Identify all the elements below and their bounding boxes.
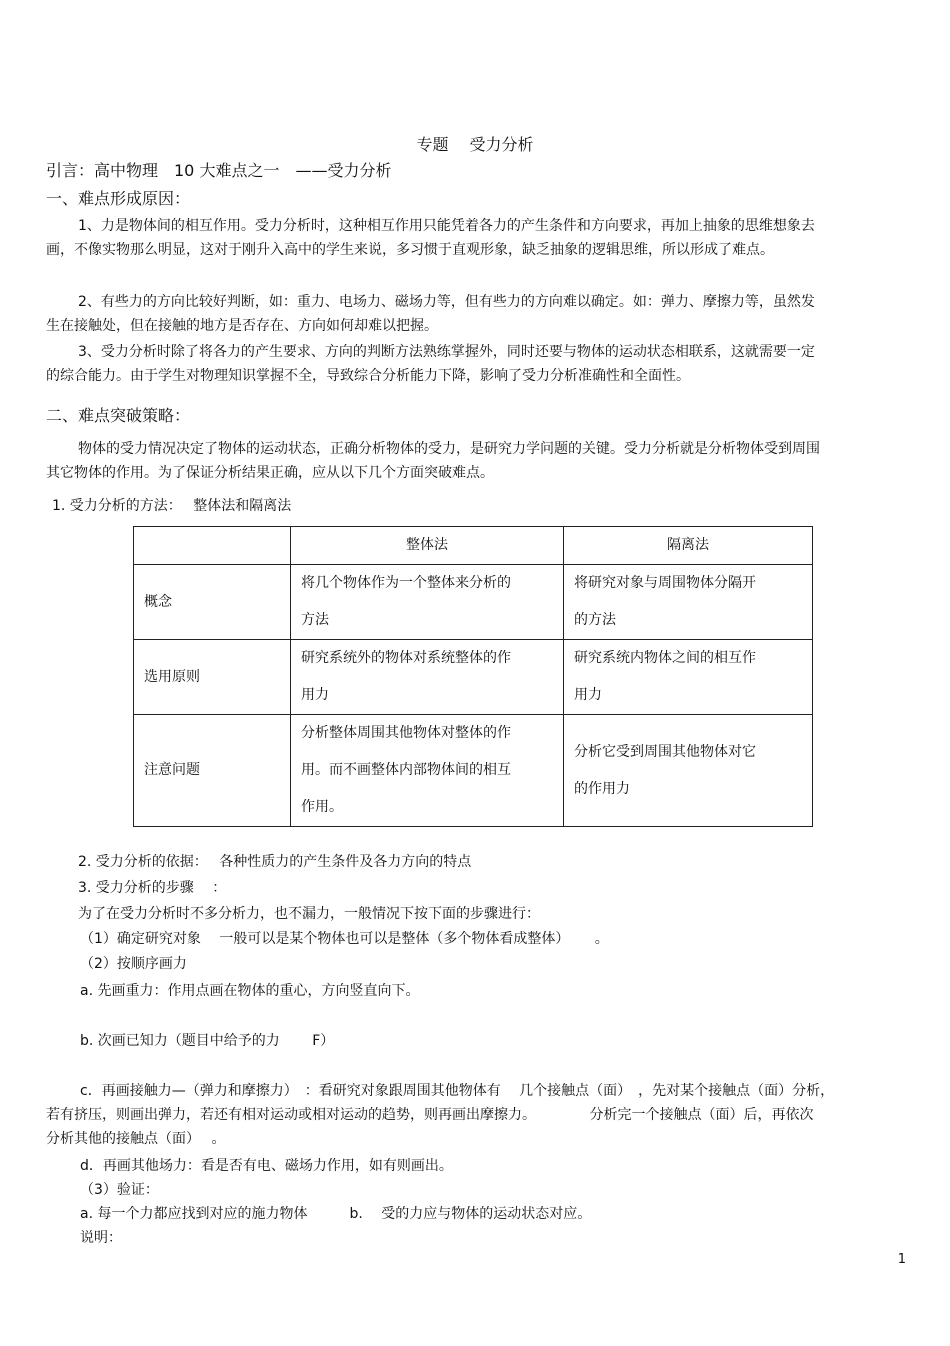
section1-heading: 一、难点形成原因： [46,189,191,208]
table-cell: 将研究对象与周围物体分隔开 的方法 [564,565,813,640]
note-label: 说明： [80,1230,122,1246]
steps-intro: 为了在受力分析时不多分析力，也不漏力，一般情况下按下面的步骤进行： [78,906,540,922]
page-number: 1 [897,1252,906,1267]
table-header-cell: 隔离法 [564,527,813,565]
steps-item: 3. 受力分析的步骤 ： [78,880,227,896]
table-cell: 研究系统内物体之间的相互作 用力 [564,640,813,715]
section2-paragraph: 物体的受力情况决定了物体的运动状态，正确分析物体的受力，是研究力学问题的关键。受力分析就是分析物体受到周围其它物体的作用。为了保证分析结果正确，应从以下几个方面突破难点。 [46,441,820,481]
table-cell: 研究系统外的物体对系统整体的作 用力 [291,640,564,715]
table-row-label: 注意问题 [134,715,291,827]
table-cell: 将几个物体作为一个整体来分析的 方法 [291,565,564,640]
table-header-cell [134,527,291,565]
intro-line: 引言：高中物理 10 大难点之一 ——受力分析 [46,161,392,180]
section1-paragraph-2: 2、有些力的方向比较好判断，如：重力、电场力、磁场力等，但有些力的方向难以确定。如：弹力、摩擦力等，虽然发生在接触处，但在接触的地方是否存在、方向如何却难以把握。 [46,294,815,334]
step-2c-line1: c．再画接触力—（弹力和摩擦力） ：看研究对象跟周围其他物体有 几个接触点（面） ，先对某个接触点（面）分析， [80,1083,835,1099]
step-2d: d．再画其他场力：看是否有电、磁场力作用，如有则画出。 [80,1158,453,1174]
basis-item: 2. 受力分析的依据： 各种性质力的产生条件及各力方向的特点 [78,854,472,870]
method-item: 1. 受力分析的方法： 整体法和隔离法 [52,498,292,514]
table-cell: 分析它受到周围其他物体对它 的作用力 [564,715,813,827]
table-row [134,640,813,715]
verify-line: a. 每一个力都应找到对应的施力物体 b. 受的力应与物体的运动状态对应。 [80,1206,592,1222]
page-title: 专题 受力分析 [416,135,534,154]
table-row [134,715,813,827]
step-2c-line3: 分析其他的接触点（面） 。 [46,1131,226,1147]
table-header-row [134,527,813,565]
section2-heading: 二、难点突破策略： [46,406,191,425]
step-2: （2）按顺序画力 [80,956,187,972]
section1-paragraph-3: 3、受力分析时除了将各力的产生要求、方向的判断方法熟练掌握外，同时还要与物体的运动状态相联系，这就需要一定的综合能力。由于学生对物理知识掌握不全，导致综合分析能力下降，影响了受力分析准确性和全面性。 [46,344,815,384]
step-3: （3）验证： [80,1182,159,1198]
table-header-cell: 整体法 [291,527,564,565]
step-2a: a. 先画重力：作用点画在物体的重心，方向竖直向下。 [80,983,420,999]
table-row [134,565,813,640]
table-row-label: 选用原则 [134,640,291,715]
table-row-label: 概念 [134,565,291,640]
step-2b: b. 次画已知力（题目中给予的力 F） [80,1033,335,1049]
step-2c-line2: 若有挤压，则画出弹力，若还有相对运动或相对运动的趋势，则再画出摩擦力。 分析完一个接触点（面）后，再依次 [46,1107,814,1123]
table-cell: 分析整体周围其他物体对整体的作 用。而不画整体内部物体间的相互 作用。 [291,715,564,827]
section1-paragraph-1: 1、力是物体间的相互作用。受力分析时，这种相互作用只能凭着各力的产生条件和方向要求，再加上抽象的思维想象去画，不像实物那么明显，这对于刚升入高中的学生来说，多习惯于直观形象，缺乏抽象的逻辑思维，所以形成了难点。 [46,218,815,258]
step-1: （1）确定研究对象 一般可以是某个物体也可以是整体（多个物体看成整体） 。 [80,931,609,947]
method-table [133,526,813,827]
